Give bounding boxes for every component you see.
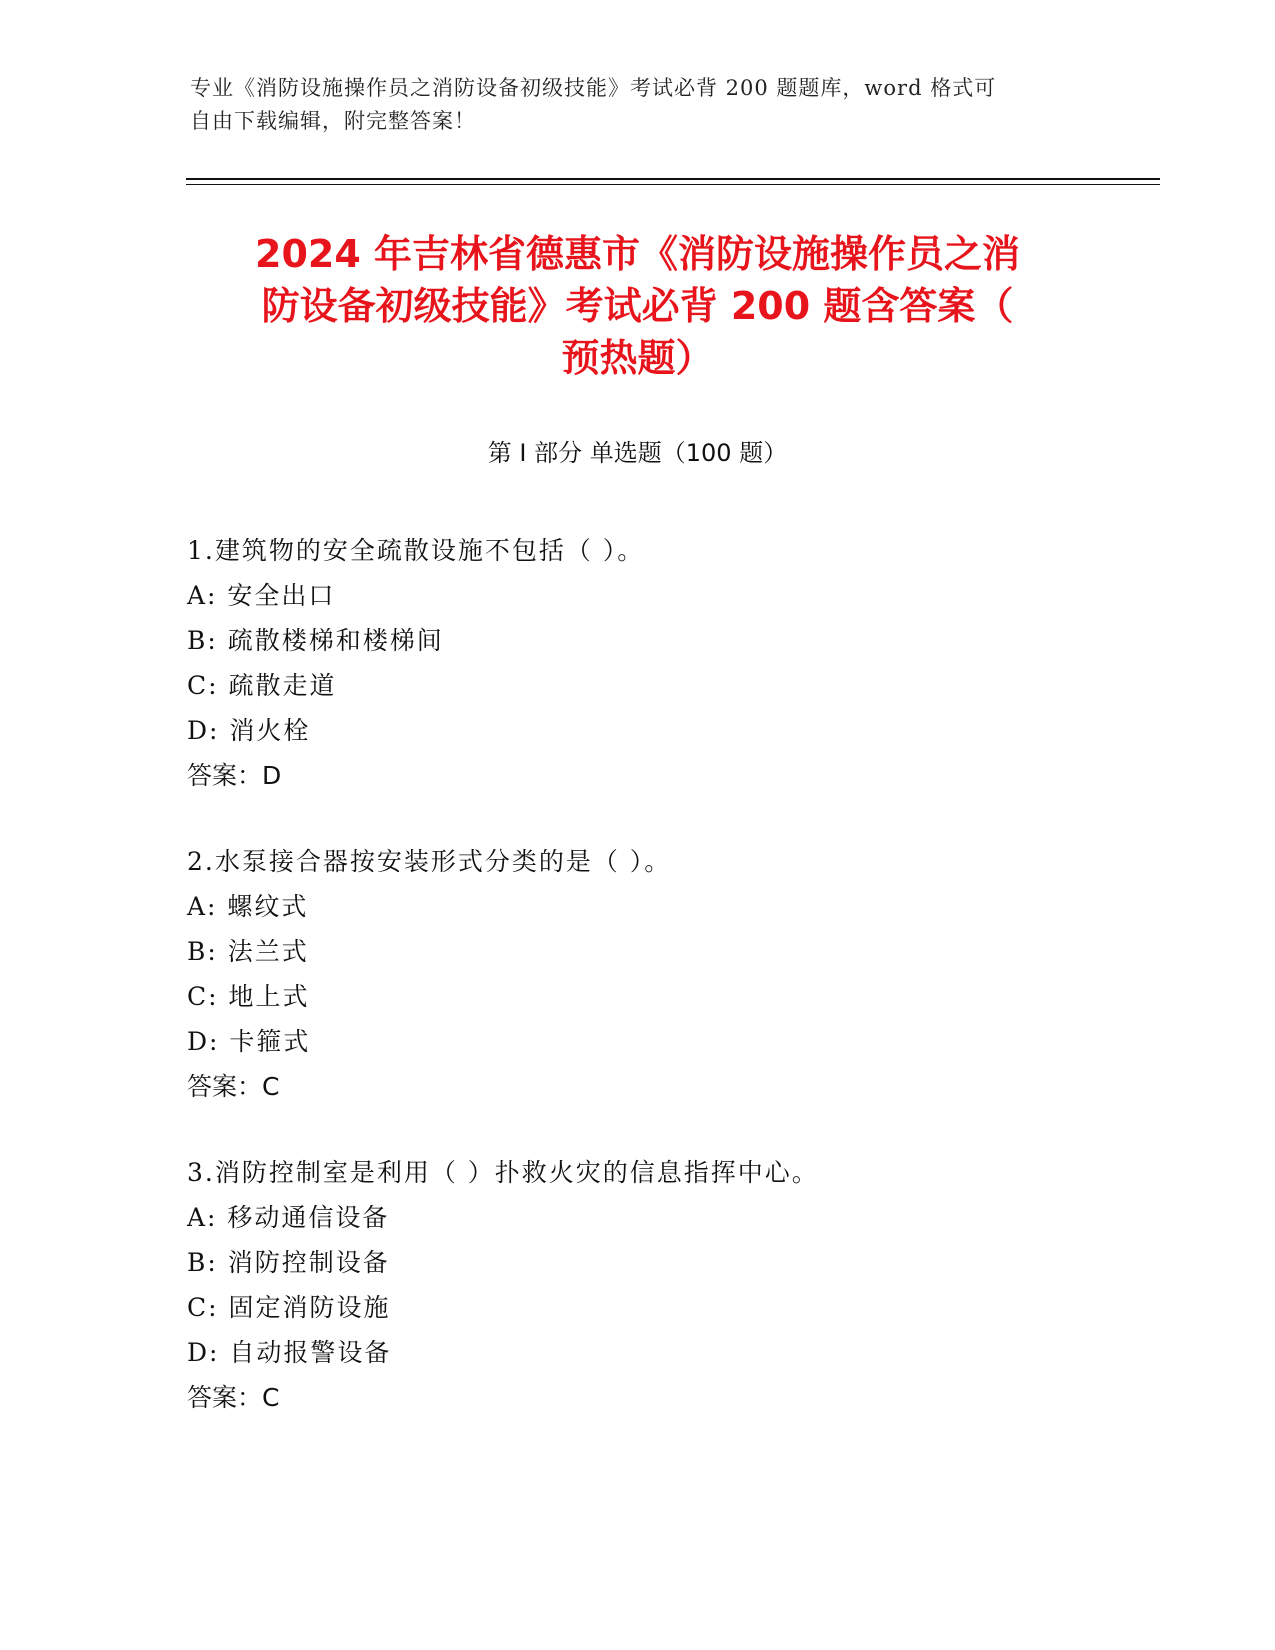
question-3 — [187, 1150, 1147, 1420]
header-note-line-1: 专业《消防设施操作员之消防设备初级技能》考试必背 200 题题库，word 格式可 — [190, 76, 997, 100]
header-divider-thin — [186, 184, 1160, 185]
answer: 答案：D — [187, 761, 282, 790]
section-title: 第 I 部分 单选题（100 题） — [487, 439, 788, 467]
answer: 答案：C — [187, 1383, 280, 1412]
header-note-line-2: 自由下载编辑，附完整答案！ — [190, 109, 476, 133]
question-stem: 3.消防控制室是利用（ ）扑救火灾的信息指挥中心。 — [187, 1158, 819, 1187]
answer: 答案：C — [187, 1072, 280, 1101]
document-title-line-1: 2024 年吉林省德惠市《消防设施操作员之消 — [255, 232, 1020, 276]
header-divider-thick — [186, 178, 1160, 180]
option-b: B: 消防控制设备 — [187, 1248, 390, 1277]
option-d: D: 卡箍式 — [187, 1027, 311, 1056]
document-title-line-2: 防设备初级技能》考试必背 200 题含答案（ — [261, 284, 1014, 328]
header-note — [190, 72, 1090, 138]
option-b: B: 疏散楼梯和楼梯间 — [187, 626, 444, 655]
question-1 — [187, 528, 1147, 798]
option-c: C: 地上式 — [187, 982, 310, 1011]
option-a: A: 螺纹式 — [187, 892, 309, 921]
question-stem: 2.水泵接合器按安装形式分类的是（ ）。 — [187, 847, 672, 876]
option-b: B: 法兰式 — [187, 937, 309, 966]
option-a: A: 安全出口 — [187, 581, 336, 610]
question-2 — [187, 839, 1147, 1109]
option-c: C: 固定消防设施 — [187, 1293, 391, 1322]
question-stem: 1.建筑物的安全疏散设施不包括（ ）。 — [187, 536, 645, 565]
option-c: C: 疏散走道 — [187, 671, 337, 700]
option-d: D: 自动报警设备 — [187, 1338, 392, 1367]
document-title-line-3: 预热题） — [561, 336, 714, 380]
question-list — [187, 528, 1147, 1461]
document-title — [150, 228, 1125, 384]
option-d: D: 消火栓 — [187, 716, 311, 745]
option-a: A: 移动通信设备 — [187, 1203, 390, 1232]
